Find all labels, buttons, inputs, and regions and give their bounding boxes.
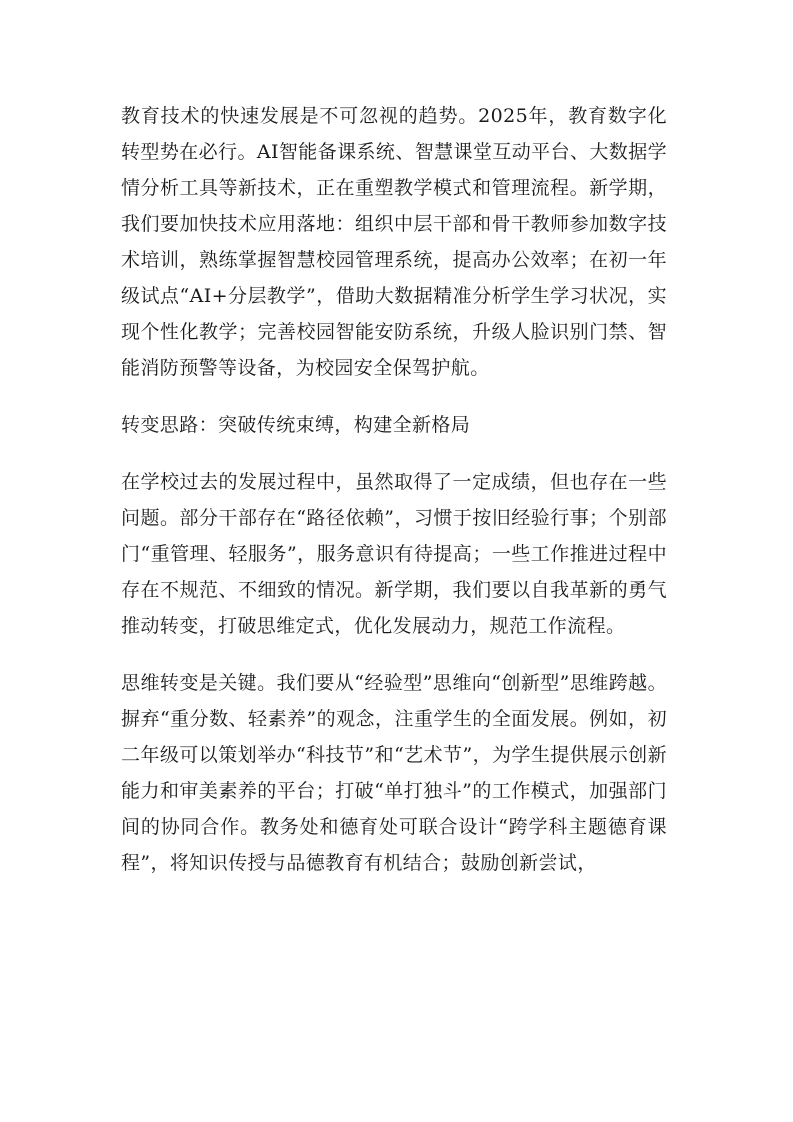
paragraph-spacer bbox=[121, 386, 667, 407]
paragraph-mindset-change: 思维转变是关键。我们要从“经验型”思维向“创新型”思维跨越。摒弃“重分数、轻素养”的观念，注重学生的全面发展。例如，初二年级可以策划举办“科技节”和“艺术节”，为学生提供展示创新能力和审美素养的平台；打破“单打独斗”的工作模式，加强部门间的协同合作。教务处和德育处可联合设计“跨学科主题德育课程”，将知识传授与品德教育有机结合；鼓励创新尝试， bbox=[121, 672, 667, 874]
section-heading: 转变思路：突破传统束缚，构建全新格局 bbox=[121, 414, 471, 436]
paragraph-past-problems: 在学校过去的发展过程中，虽然取得了一定成绩，但也存在一些问题。部分干部存在“路径依赖”，习惯于按旧经验行事；个别部门“重管理、轻服务”，服务意识有待提高；一些工作推进过程中存在不规范、不细致的情况。新学期，我们要以自我革新的勇气推动转变，打破思维定式，优化发展动力，规范工作流程。 bbox=[121, 471, 667, 637]
paragraph-spacer bbox=[121, 644, 667, 665]
paragraph-spacer bbox=[121, 443, 667, 464]
document-page bbox=[121, 98, 667, 881]
paragraph-edtech-trend: 教育技术的快速发展是不可忽视的趋势。2025年，教育数字化转型势在必行。AI智能备课系统、智慧课堂互动平台、大数据学情分析工具等新技术，正在重塑教学模式和管理流程。新学期，我们要加快技术应用落地：组织中层干部和骨干教师参加数字技术培训，熟练掌握智慧校园管理系统，提高办公效率；在初一年级试点“AI+分层教学”，借助大数据精准分析学生学习状况，实现个性化教学；完善校园智能安防系统，升级人脸识别门禁、智能消防预警等设备，为校园安全保驾护航。 bbox=[121, 105, 667, 379]
